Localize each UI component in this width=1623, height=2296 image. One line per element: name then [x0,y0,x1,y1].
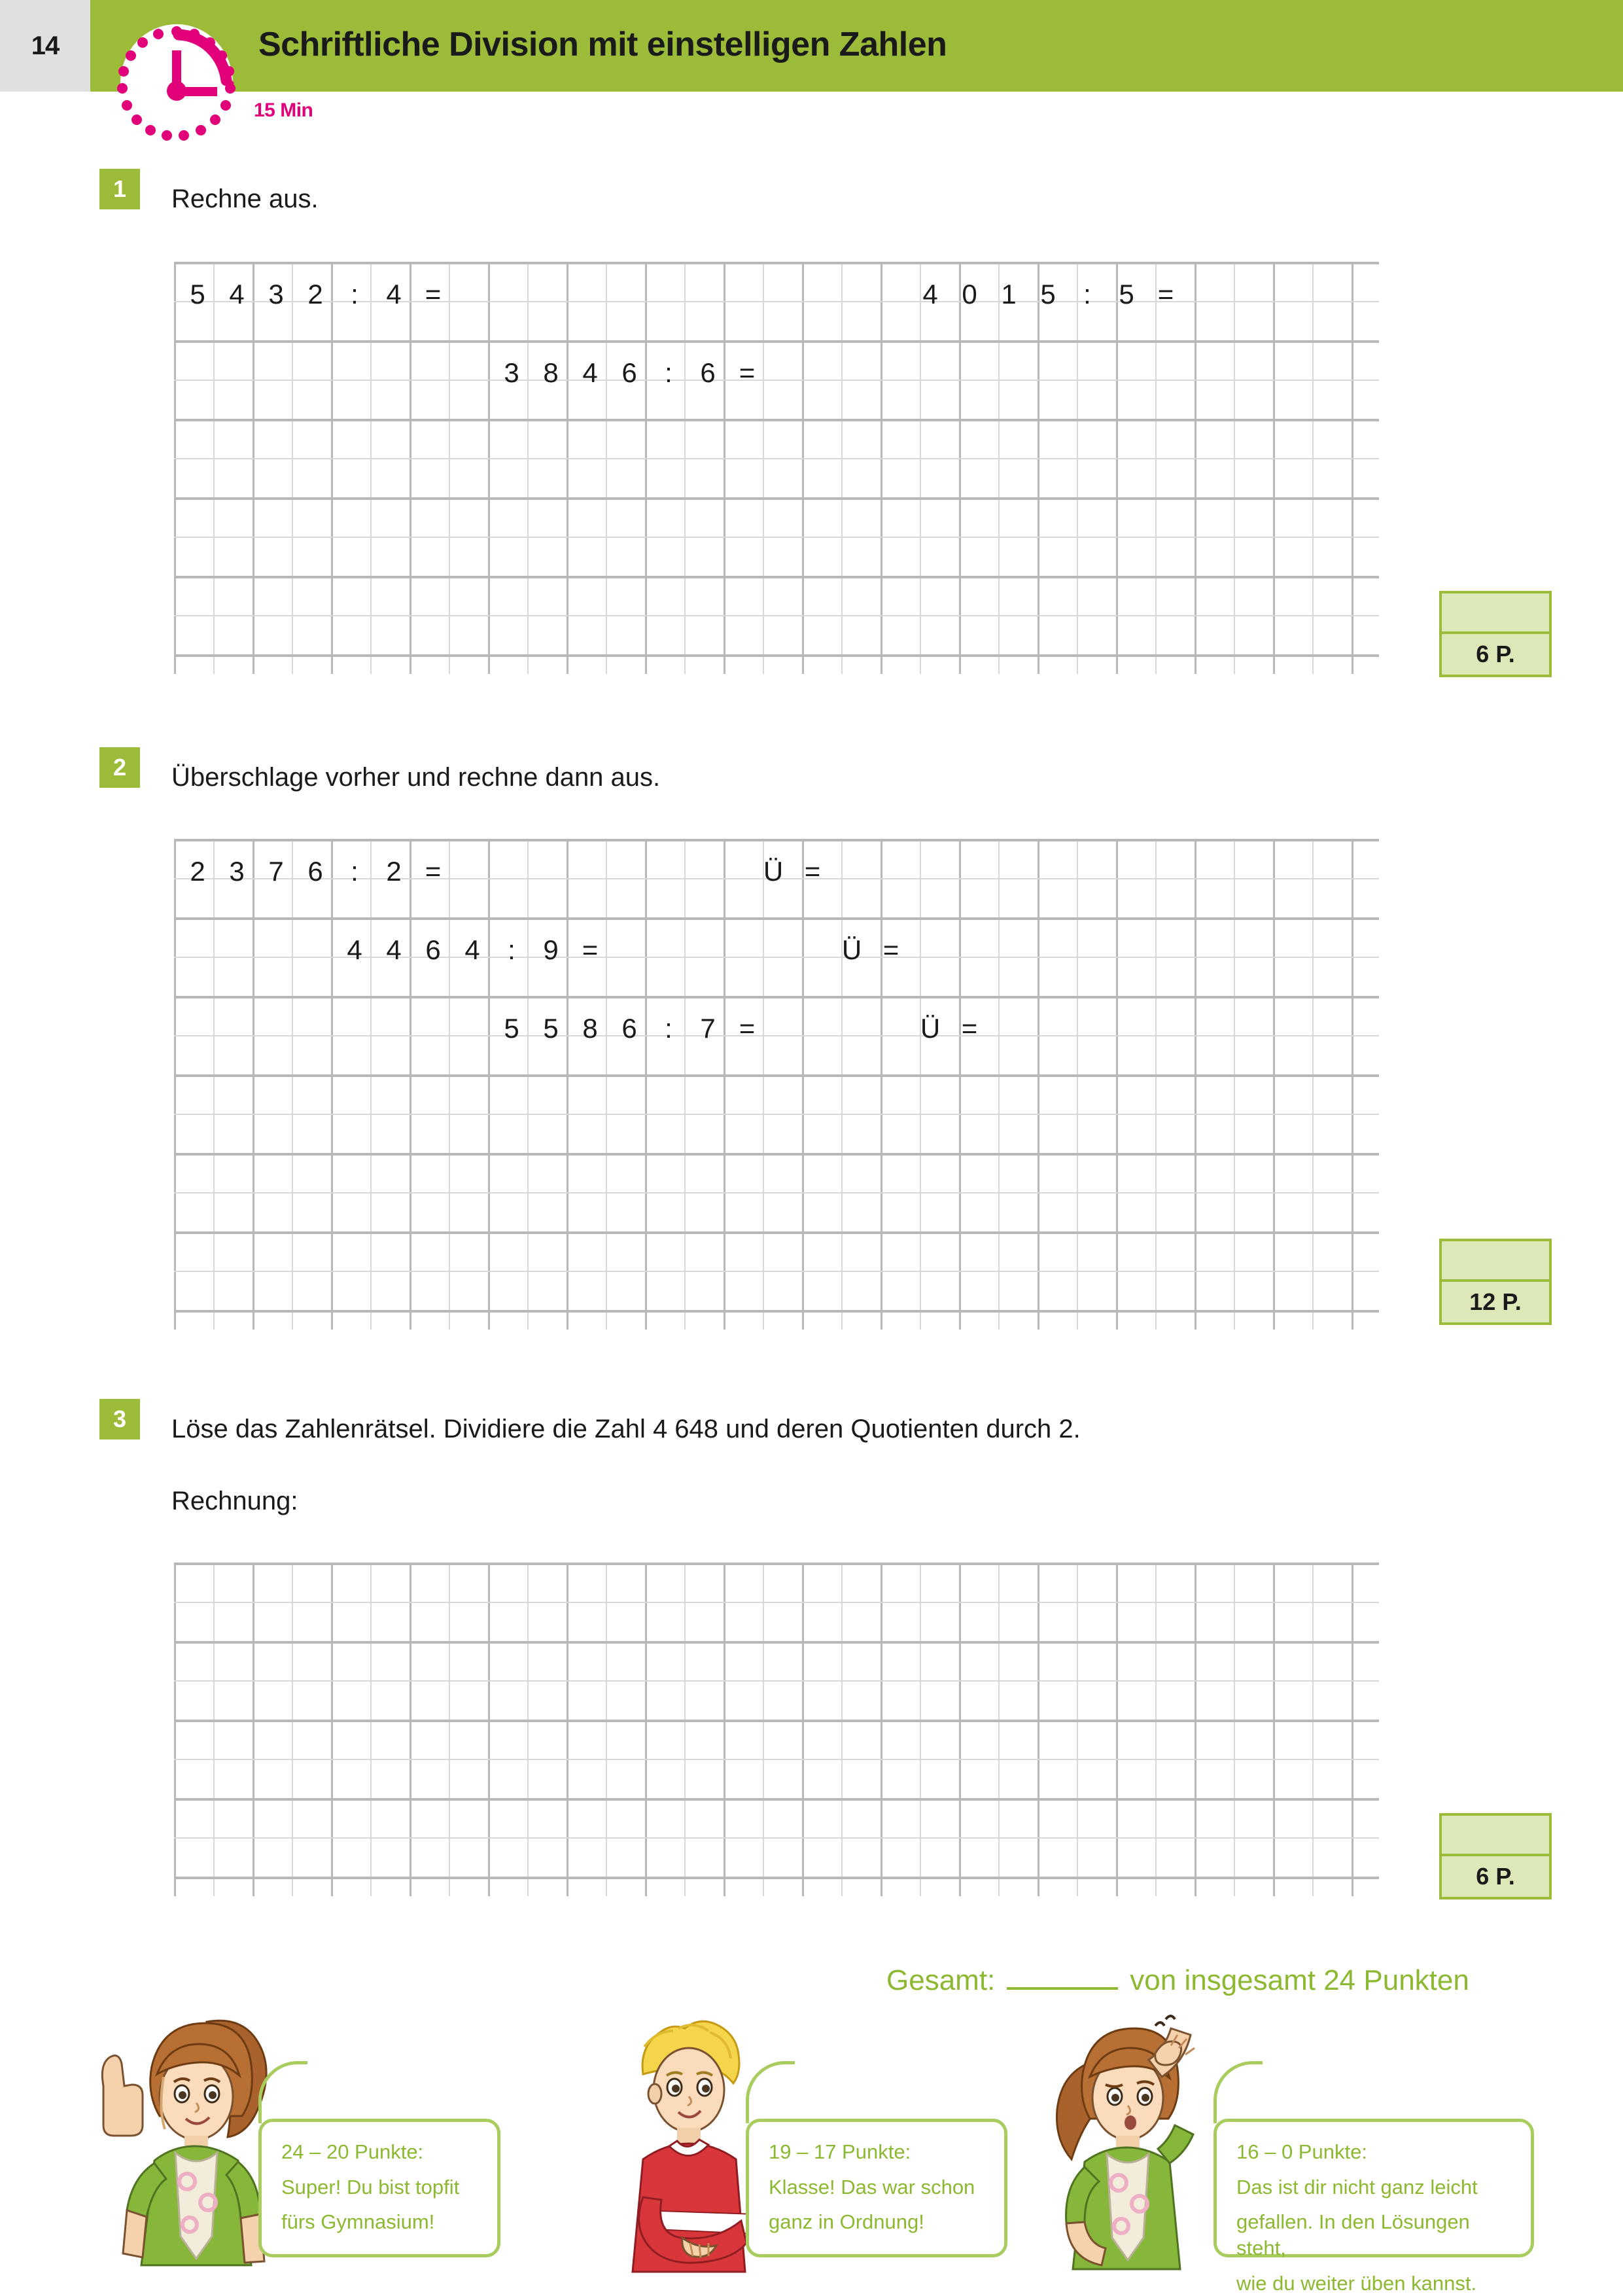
speech-bubble-1 [258,2119,500,2257]
speech-bubble-2 [746,2119,1007,2257]
grid-cell-value: 6 [425,934,441,965]
exercise-number-3: 3 [99,1399,140,1439]
grid-cell-value: 4 [386,934,402,965]
answer-grid-1[interactable] [174,262,1379,674]
feedback-range-1: 24 – 20 Punkte: [281,2140,424,2163]
estimate-equals: = [882,934,899,965]
feedback-text-3-line1: Das ist dir nicht ganz leicht [1236,2175,1478,2199]
grid-cell-value: 4 [347,934,362,965]
total-suffix: von insgesamt 24 Punkten [1130,1964,1469,1996]
points-input-area-1[interactable] [1442,593,1549,634]
exercise-number-2: 2 [99,747,140,788]
grid-cell-value: 0 [962,279,977,309]
grid-cell-value: 3 [504,357,519,388]
character-girl-puzzled [1027,2014,1243,2295]
estimate-equals: = [961,1013,978,1044]
grid-cell-value: 5 [543,1013,559,1044]
grid-cell-value: : [1083,279,1091,309]
exercise-number-1: 1 [99,169,140,209]
grid-cell-value: 6 [700,357,716,388]
page-title: Schriftliche Division mit einstelligen Zahlen [258,26,947,63]
points-max-2: 12 P. [1469,1288,1522,1315]
total-score-input[interactable] [1007,1987,1118,1990]
grid-cell-value: 8 [543,357,559,388]
grid-cell-value: = [739,357,756,388]
exercise-instruction-1: Rechne aus. [171,185,319,213]
grid-cell-value: = [582,934,599,965]
grid-cell-value: 4 [922,279,938,309]
exercise-instruction-3: Löse das Zahlenrätsel. Dividiere die Zahl 4 648 und deren Quotienten durch 2. [171,1415,1081,1443]
grid-cell-value: = [425,856,442,887]
grid-cell-value: 7 [268,856,284,887]
feedback-text-3-line2: gefallen. In den Lösungen steht, [1236,2210,1470,2260]
estimate-equals: = [804,856,821,887]
grid-cell-value: 4 [464,934,480,965]
page-number-box [0,0,90,92]
estimate-symbol: Ü [841,934,862,965]
grid-cell-value: 1 [1001,279,1017,309]
grid-cell-value: : [665,1013,672,1044]
speech-bubble-3 [1213,2119,1534,2295]
grid-cell-value: 2 [190,856,205,887]
total-score-line [886,1964,1469,1997]
time-label: 15 Min [254,99,313,121]
points-max-3: 6 P. [1476,1863,1515,1890]
grid-cell-value: = [1157,279,1174,309]
total-label: Gesamt: [886,1964,996,1996]
feedback-text-2-line1: Klasse! Das war schon [769,2175,975,2199]
feedback-text-2-line2: ganz in Ordnung! [769,2210,924,2234]
grid-cell-value: 6 [621,1013,637,1044]
grid-cell-value: 5 [190,279,205,309]
grid-cell-value: 6 [621,357,637,388]
grid-cell-value: 3 [268,279,284,309]
grid-cell-value: = [739,1013,756,1044]
feedback-range-3: 16 – 0 Punkte: [1236,2140,1367,2163]
feedback-text-1-line1: Super! Du bist topfit [281,2175,460,2199]
calculation-label: Rechnung: [171,1487,298,1515]
exercise-instruction-2: Überschlage vorher und rechne dann aus. [171,763,661,792]
points-box-1[interactable] [1439,591,1552,677]
grid-cell-value: 4 [386,279,402,309]
feedback-text-1-line2: fürs Gymnasium! [281,2210,435,2234]
grid-cell-value: : [351,856,358,887]
grid-cell-value: : [351,279,358,309]
points-input-area-3[interactable] [1442,1816,1549,1856]
grid-cell-value: 5 [1119,279,1134,309]
grid-cell-value: 4 [582,357,598,388]
grid-cell-value: 8 [582,1013,598,1044]
estimate-symbol: Ü [763,856,784,887]
points-input-area-2[interactable] [1442,1241,1549,1282]
grid-cell-value: 3 [229,856,245,887]
grid-cell-value: 5 [1040,279,1056,309]
grid-cell-value: = [425,279,442,309]
grid-cell-value: 5 [504,1013,519,1044]
grid-cell-value: 9 [543,934,559,965]
points-box-3[interactable] [1439,1813,1552,1899]
grid-cell-value: 6 [307,856,323,887]
feedback-text-3-line3: wie du weiter üben kannst. [1236,2271,1477,2295]
grid-cell-value: 4 [229,279,245,309]
grid-cell-value: 7 [700,1013,716,1044]
points-box-2[interactable] [1439,1239,1552,1325]
grid-cell-value: : [508,934,515,965]
grid-cell-value: : [665,357,672,388]
points-max-1: 6 P. [1476,641,1515,667]
estimate-symbol: Ü [920,1013,941,1044]
clock-icon [116,23,237,144]
grid-cell-value: 2 [386,856,402,887]
answer-grid-2[interactable] [174,839,1379,1330]
grid-cell-value: 2 [307,279,323,309]
page-number: 14 [31,31,60,60]
feedback-range-2: 19 – 17 Punkte: [769,2140,911,2163]
answer-grid-3[interactable] [174,1563,1379,1896]
